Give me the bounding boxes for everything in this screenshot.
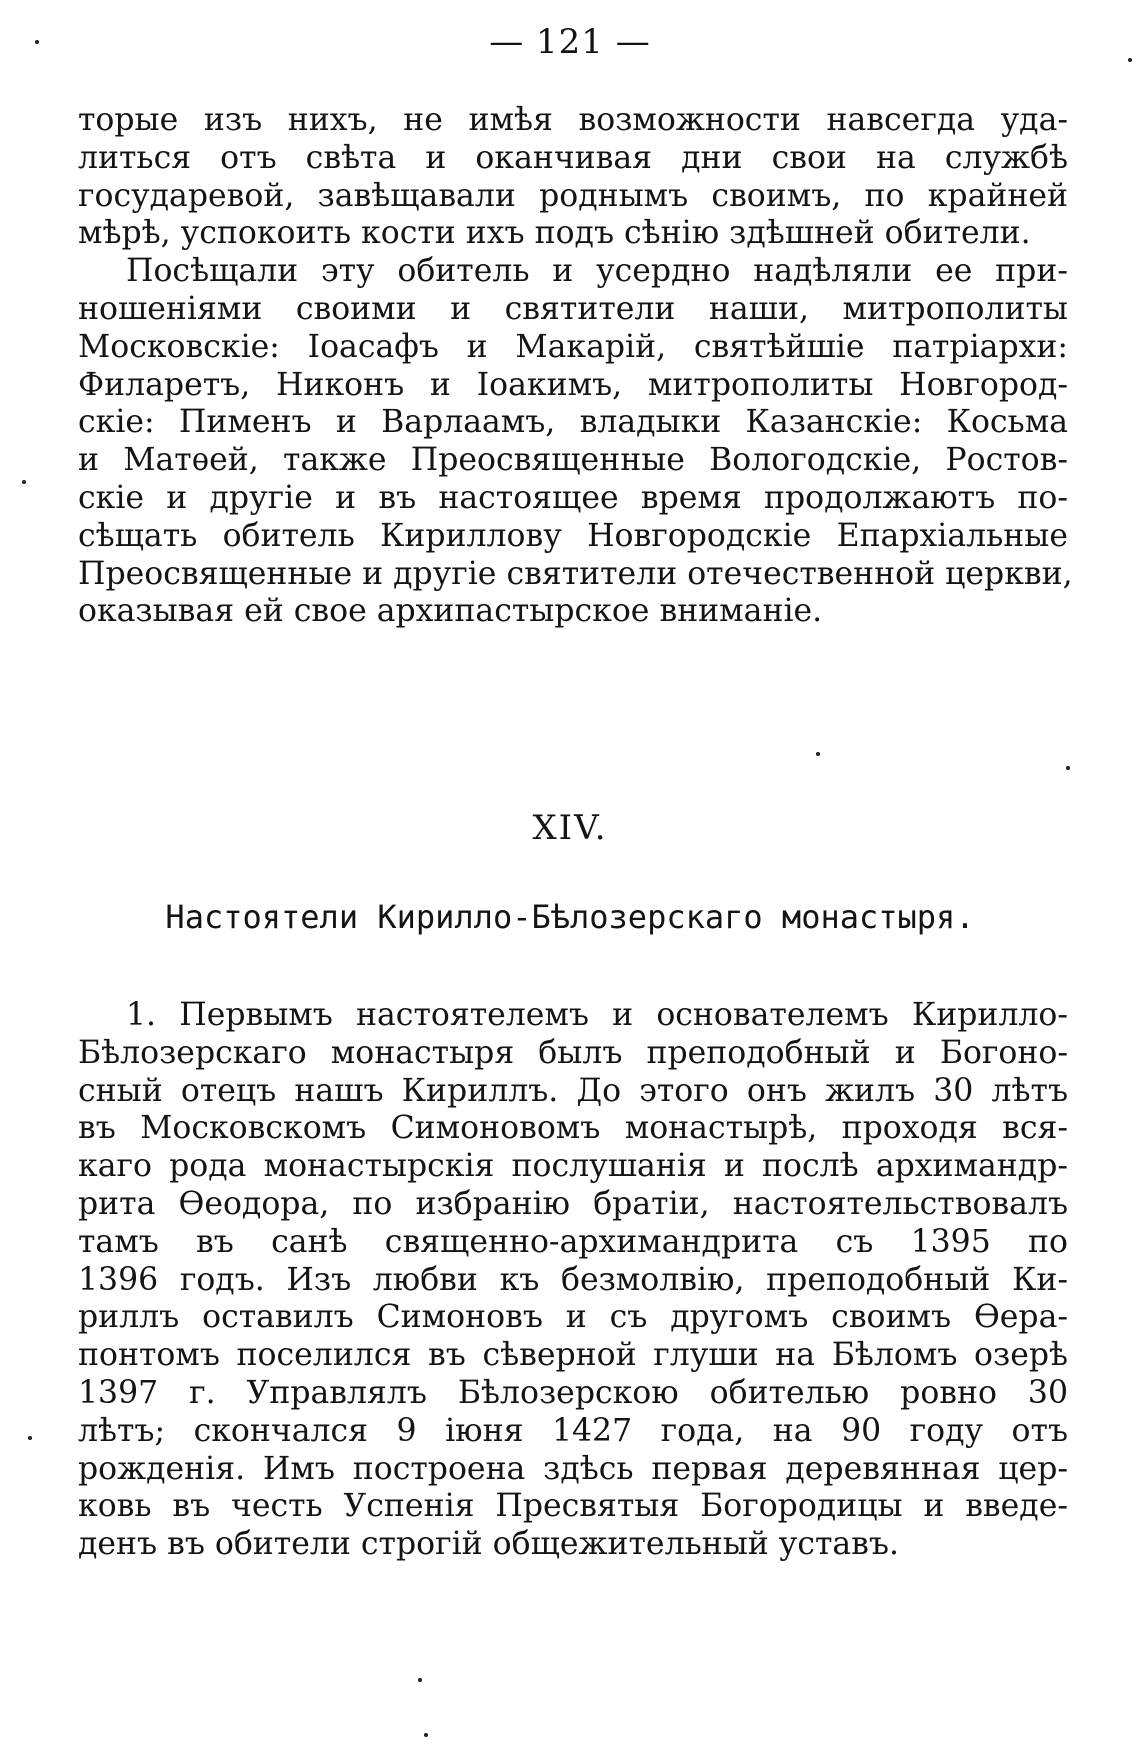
- text-line: 1. Первымъ настоятелемъ и основателемъ Кирилло-: [126, 997, 1068, 1033]
- text-line: 1397 г. Управлялъ Бѣлозерскою обителью ровно 30: [78, 1374, 1068, 1411]
- text-line: Московскіе: Іоасафъ и Макарій, святѣйшіе патріархи:: [78, 328, 1068, 365]
- text-line: и Матѳей, также Преосвященные Вологодскіе, Ростов-: [78, 442, 1068, 479]
- scan-speck: [418, 1678, 422, 1682]
- text-line: ношеніями своими и святители наши, митрополиты: [78, 290, 1068, 327]
- scan-speck: [1128, 58, 1132, 62]
- top-paragraph: [78, 102, 1073, 631]
- text-line: скіе и другіе и въ настоящее время продолжаютъ по-: [78, 479, 1068, 516]
- text-line: понтомъ поселился въ сѣверной глуши на Бѣломъ озерѣ: [78, 1337, 1068, 1374]
- bottom-paragraph: [78, 997, 1068, 1564]
- text-line: скіе: Пименъ и Варлаамъ, владыки Казанскіе: Косьма: [78, 404, 1068, 441]
- text-line: каго рода монастырскія послушанія и послѣ архимандр-: [78, 1148, 1068, 1185]
- text-line: оказывая ей свое архипастырское вниманіе.: [78, 593, 823, 630]
- scan-speck: [22, 480, 26, 484]
- text-line: государевой, завѣщавали роднымъ своимъ, по крайней: [78, 177, 1068, 214]
- text-line: Филаретъ, Никонъ и Іоакимъ, митрополиты Новгород-: [78, 366, 1068, 403]
- text-line: торые изъ нихъ, не имѣя возможности навсегда уда-: [78, 102, 1068, 138]
- text-line: ковь въ честь Успенія Пресвятыя Богородицы и введе-: [78, 1488, 1068, 1525]
- scan-speck: [816, 752, 820, 756]
- section-number: XIV.: [532, 808, 608, 848]
- text-line: литься отъ свѣта и оканчивая дни свои на службѣ: [78, 139, 1068, 176]
- text-line: денъ въ обители строгій общежительный уставъ.: [78, 1526, 899, 1563]
- text-line: тамъ въ санѣ священно-архимандрита съ 1395 по: [78, 1223, 1068, 1260]
- text-line: въ Московскомъ Симоновомъ монастырѣ, проходя вся-: [78, 1110, 1068, 1147]
- text-line: Посѣщали эту обитель и усердно надѣляли ее при-: [126, 253, 1068, 290]
- text-line: Преосвященные и другіе святители отечественной церкви,: [78, 555, 1073, 592]
- scan-speck: [35, 40, 39, 44]
- scan-speck: [1066, 766, 1070, 770]
- scan-speck: [28, 1436, 32, 1440]
- text-line: Бѣлозерскаго монастыря былъ преподобный и Богоно-: [78, 1034, 1068, 1071]
- scan-speck: [424, 1733, 428, 1737]
- text-line: 1396 годъ. Изъ любви къ безмолвію, преподобный Ки-: [78, 1261, 1068, 1298]
- text-line: лѣтъ; скончался 9 іюня 1427 года, на 90 году отъ: [78, 1412, 1068, 1449]
- page-number: — 121 —: [489, 22, 651, 62]
- text-line: риллъ оставилъ Симоновъ и съ другомъ своимъ Ѳера-: [78, 1299, 1068, 1336]
- text-line: мѣрѣ, успокоить кости ихъ подъ сѣнію здѣшней обители.: [78, 215, 1031, 252]
- text-line: рита Ѳеодора, по избранію братіи, настоятельствовалъ: [78, 1185, 1068, 1222]
- text-line: сѣщать обитель Кириллову Новгородскіе Епархіальные: [78, 517, 1068, 554]
- section-title: Настоятели Кирилло-Бѣлозерскаго монастыря.: [165, 898, 975, 936]
- text-line: сный отецъ нашъ Кириллъ. До этого онъ жилъ 30 лѣтъ: [78, 1072, 1068, 1109]
- text-line: рожденія. Имъ построена здѣсь первая деревянная цер-: [78, 1450, 1068, 1487]
